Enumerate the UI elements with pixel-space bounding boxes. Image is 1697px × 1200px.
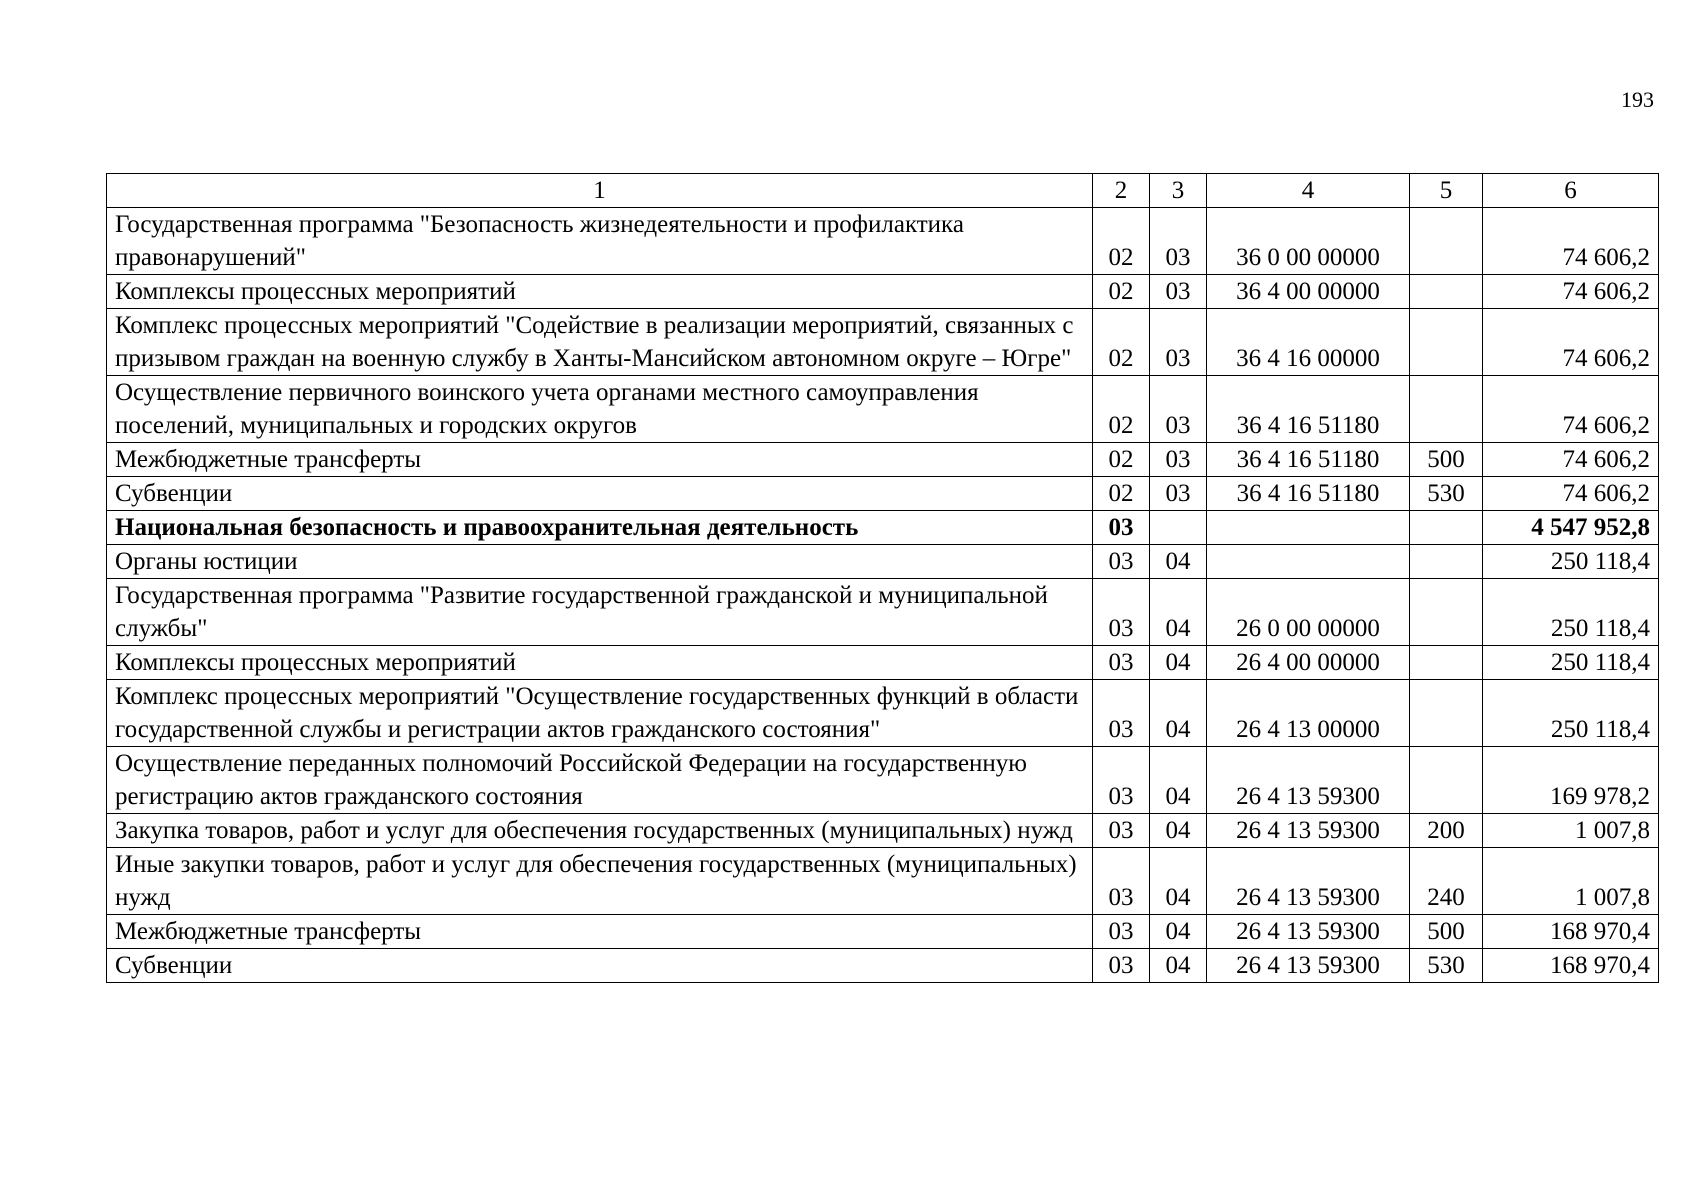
row-expense-type-cell: [1410, 545, 1483, 579]
row-name-cell: Комплексы процессных мероприятий: [107, 275, 1093, 309]
header-cell-2: 2: [1093, 174, 1150, 208]
table-row: [107, 915, 1659, 949]
row-expense-type-cell: 530: [1410, 949, 1483, 983]
row-section-cell: 02: [1093, 376, 1150, 443]
header-cell-5: 5: [1410, 174, 1483, 208]
row-target-article-cell: 26 4 13 59300: [1207, 747, 1410, 814]
row-target-article-cell: [1207, 511, 1410, 545]
row-subsection-cell: 04: [1150, 747, 1207, 814]
table-row: [107, 747, 1659, 814]
table-row: [107, 680, 1659, 747]
table-body: [107, 208, 1659, 983]
table-row: [107, 309, 1659, 376]
table-row: [107, 949, 1659, 983]
table-row: [107, 208, 1659, 275]
row-expense-type-cell: [1410, 275, 1483, 309]
row-name-cell: Комплексы процессных мероприятий: [107, 646, 1093, 680]
row-target-article-cell: 26 4 13 59300: [1207, 848, 1410, 915]
row-subsection-cell: 04: [1150, 814, 1207, 848]
row-amount-cell: 74 606,2: [1483, 208, 1659, 275]
row-subsection-cell: 03: [1150, 477, 1207, 511]
row-section-cell: 02: [1093, 309, 1150, 376]
table-row: [107, 545, 1659, 579]
row-name-cell: Комплекс процессных мероприятий "Осуществление государственных функций в области государственной службы и регистрации актов гражданского состояния": [107, 680, 1093, 747]
row-subsection-cell: 04: [1150, 646, 1207, 680]
table-row: [107, 579, 1659, 646]
row-section-cell: 03: [1093, 949, 1150, 983]
row-subsection-cell: 03: [1150, 309, 1207, 376]
row-name-cell: Закупка товаров, работ и услуг для обеспечения государственных (муниципальных) нужд: [107, 814, 1093, 848]
row-expense-type-cell: [1410, 309, 1483, 376]
row-amount-cell: 74 606,2: [1483, 477, 1659, 511]
row-expense-type-cell: [1410, 680, 1483, 747]
row-amount-cell: 74 606,2: [1483, 309, 1659, 376]
row-name-cell: Органы юстиции: [107, 545, 1093, 579]
row-amount-cell: 74 606,2: [1483, 275, 1659, 309]
row-amount-cell: 250 118,4: [1483, 579, 1659, 646]
row-amount-cell: 250 118,4: [1483, 680, 1659, 747]
header-row: [107, 174, 1659, 208]
row-target-article-cell: 36 0 00 00000: [1207, 208, 1410, 275]
table-row: [107, 376, 1659, 443]
row-subsection-cell: 04: [1150, 579, 1207, 646]
table-row: [107, 443, 1659, 477]
page-number: 193: [1621, 87, 1654, 112]
table-row: [107, 814, 1659, 848]
table-row: [107, 646, 1659, 680]
row-section-cell: 03: [1093, 511, 1150, 545]
row-subsection-cell: 04: [1150, 545, 1207, 579]
row-subsection-cell: 04: [1150, 848, 1207, 915]
row-amount-cell: 1 007,8: [1483, 814, 1659, 848]
row-name-cell: Межбюджетные трансферты: [107, 443, 1093, 477]
row-section-cell: 02: [1093, 477, 1150, 511]
row-subsection-cell: 03: [1150, 443, 1207, 477]
row-amount-cell: 250 118,4: [1483, 646, 1659, 680]
row-target-article-cell: 26 4 13 59300: [1207, 915, 1410, 949]
header-cell-6: 6: [1483, 174, 1659, 208]
row-name-cell: Межбюджетные трансферты: [107, 915, 1093, 949]
row-target-article-cell: 36 4 16 00000: [1207, 309, 1410, 376]
row-target-article-cell: 26 4 13 59300: [1207, 814, 1410, 848]
header-cell-3: 3: [1150, 174, 1207, 208]
budget-table: [106, 173, 1659, 983]
row-section-cell: 03: [1093, 915, 1150, 949]
row-expense-type-cell: 500: [1410, 443, 1483, 477]
row-section-cell: 03: [1093, 747, 1150, 814]
row-subsection-cell: 03: [1150, 376, 1207, 443]
row-name-cell: Осуществление первичного воинского учета органами местного самоуправления поселений, муниципальных и городских округов: [107, 376, 1093, 443]
row-amount-cell: 250 118,4: [1483, 545, 1659, 579]
row-name-cell: Национальная безопасность и правоохранительная деятельность: [107, 511, 1093, 545]
row-target-article-cell: 26 0 00 00000: [1207, 579, 1410, 646]
row-section-cell: 03: [1093, 848, 1150, 915]
row-expense-type-cell: 200: [1410, 814, 1483, 848]
row-section-cell: 03: [1093, 646, 1150, 680]
row-expense-type-cell: [1410, 747, 1483, 814]
row-name-cell: Иные закупки товаров, работ и услуг для обеспечения государственных (муниципальных) нужд: [107, 848, 1093, 915]
row-section-cell: 02: [1093, 208, 1150, 275]
row-amount-cell: 4 547 952,8: [1483, 511, 1659, 545]
row-target-article-cell: 26 4 13 00000: [1207, 680, 1410, 747]
row-amount-cell: 169 978,2: [1483, 747, 1659, 814]
table-row: [107, 848, 1659, 915]
row-amount-cell: 1 007,8: [1483, 848, 1659, 915]
row-expense-type-cell: 240: [1410, 848, 1483, 915]
header-cell-4: 4: [1207, 174, 1410, 208]
table-row: [107, 477, 1659, 511]
row-subsection-cell: 04: [1150, 680, 1207, 747]
row-name-cell: Субвенции: [107, 949, 1093, 983]
row-name-cell: Государственная программа "Безопасность жизнедеятельности и профилактика правонарушений": [107, 208, 1093, 275]
row-expense-type-cell: 530: [1410, 477, 1483, 511]
row-target-article-cell: 36 4 16 51180: [1207, 477, 1410, 511]
row-name-cell: Государственная программа "Развитие государственной гражданской и муниципальной службы": [107, 579, 1093, 646]
row-name-cell: Комплекс процессных мероприятий "Содействие в реализации мероприятий, связанных с призывом граждан на военную службу в Ханты-Мансийском автономном округе – Югре": [107, 309, 1093, 376]
row-subsection-cell: [1150, 511, 1207, 545]
row-amount-cell: 168 970,4: [1483, 949, 1659, 983]
row-section-cell: 03: [1093, 680, 1150, 747]
row-target-article-cell: 36 4 00 00000: [1207, 275, 1410, 309]
row-expense-type-cell: [1410, 646, 1483, 680]
row-target-article-cell: [1207, 545, 1410, 579]
row-subsection-cell: 03: [1150, 208, 1207, 275]
row-target-article-cell: 36 4 16 51180: [1207, 443, 1410, 477]
row-section-cell: 03: [1093, 579, 1150, 646]
row-section-cell: 02: [1093, 275, 1150, 309]
row-target-article-cell: 26 4 00 00000: [1207, 646, 1410, 680]
row-amount-cell: 168 970,4: [1483, 915, 1659, 949]
row-section-cell: 02: [1093, 443, 1150, 477]
row-expense-type-cell: [1410, 376, 1483, 443]
row-subsection-cell: 04: [1150, 949, 1207, 983]
row-target-article-cell: 26 4 13 59300: [1207, 949, 1410, 983]
row-target-article-cell: 36 4 16 51180: [1207, 376, 1410, 443]
table-row: [107, 511, 1659, 545]
row-section-cell: 03: [1093, 545, 1150, 579]
table-row: [107, 275, 1659, 309]
row-name-cell: Осуществление переданных полномочий Российской Федерации на государственную регистрацию актов гражданского состояния: [107, 747, 1093, 814]
row-expense-type-cell: [1410, 511, 1483, 545]
row-expense-type-cell: 500: [1410, 915, 1483, 949]
row-name-cell: Субвенции: [107, 477, 1093, 511]
row-subsection-cell: 04: [1150, 915, 1207, 949]
row-expense-type-cell: [1410, 579, 1483, 646]
header-cell-1: 1: [107, 174, 1093, 208]
row-section-cell: 03: [1093, 814, 1150, 848]
row-amount-cell: 74 606,2: [1483, 376, 1659, 443]
row-subsection-cell: 03: [1150, 275, 1207, 309]
row-amount-cell: 74 606,2: [1483, 443, 1659, 477]
row-expense-type-cell: [1410, 208, 1483, 275]
